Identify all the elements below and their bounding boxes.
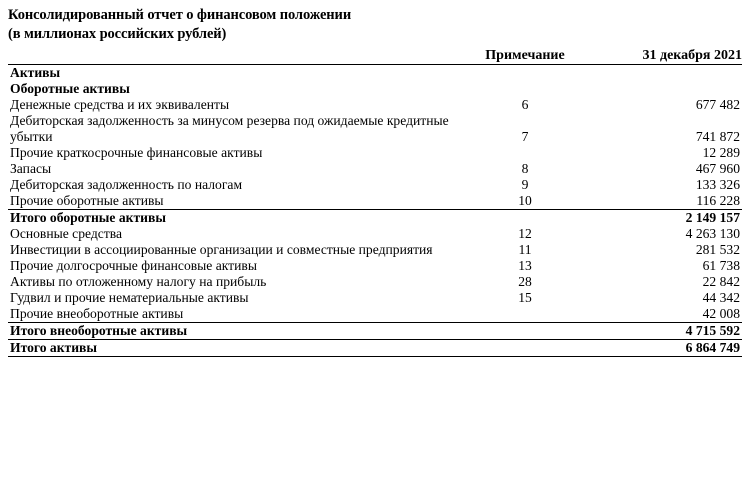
table-row <box>8 113 742 145</box>
table-row <box>8 193 742 210</box>
row-value: 741 872 <box>695 129 740 144</box>
row-label: Инвестиции в ассоциированные организации и совместные предприятия <box>10 242 433 257</box>
row-note: 10 <box>518 193 532 208</box>
row-note <box>466 210 584 227</box>
row-value <box>584 81 742 97</box>
row-note: 15 <box>518 290 532 305</box>
row-label: Итого внеоборотные активы <box>8 323 466 340</box>
table-row <box>8 161 742 177</box>
row-value: 61 738 <box>702 258 740 273</box>
row-note: 6 <box>521 97 529 112</box>
row-note: 13 <box>518 258 532 273</box>
row-value: 116 228 <box>696 193 740 208</box>
row-value: 6 864 749 <box>584 340 742 357</box>
row-note: 12 <box>518 226 532 241</box>
table-row <box>8 177 742 193</box>
table-row <box>8 306 742 323</box>
row-note: 28 <box>518 274 532 289</box>
table-row <box>8 290 742 306</box>
table-row <box>8 340 742 357</box>
table-row <box>8 242 742 258</box>
row-value: 12 289 <box>702 145 740 160</box>
row-value: 2 149 157 <box>584 210 742 227</box>
row-label: Запасы <box>10 161 52 176</box>
row-value: 4 263 130 <box>685 226 740 241</box>
row-label: Денежные средства и их эквиваленты <box>10 97 230 112</box>
row-value: 133 326 <box>695 177 740 192</box>
row-note <box>466 306 584 323</box>
row-note: 7 <box>521 129 529 144</box>
column-header-note: Примечание <box>466 48 584 65</box>
row-label: Основные средства <box>10 226 123 241</box>
financial-position-table <box>8 48 742 357</box>
row-value: 22 842 <box>702 274 740 289</box>
row-label: Прочие внеоборотные активы <box>10 306 184 321</box>
row-label: Активы <box>10 65 61 80</box>
row-label: Активы по отложенному налогу на прибыль <box>10 274 267 289</box>
row-note <box>466 340 584 357</box>
table-row <box>8 81 742 97</box>
column-header-value: 31 декабря 2021 <box>584 48 742 65</box>
page-title: Консолидированный отчет о финансовом положении <box>8 7 352 23</box>
table-row <box>8 97 742 113</box>
row-label: Дебиторская задолженность по налогам <box>10 177 243 192</box>
table-row <box>8 274 742 290</box>
row-note <box>466 145 584 161</box>
table-header-row <box>8 48 742 65</box>
row-label: Итого активы <box>8 340 466 357</box>
row-value: 281 532 <box>695 242 740 257</box>
row-note <box>466 65 584 82</box>
row-note <box>466 81 584 97</box>
table-row <box>8 323 742 340</box>
row-label: Гудвил и прочие нематериальные активы <box>10 290 249 305</box>
row-label: Дебиторская задолженность за минусом резерва под ожидаемые кредитные убытки <box>10 113 449 144</box>
row-note: 11 <box>518 242 532 257</box>
table-row <box>8 210 742 227</box>
row-value: 44 342 <box>702 290 740 305</box>
row-label: Прочие оборотные активы <box>10 193 164 208</box>
row-label: Прочие долгосрочные финансовые активы <box>10 258 257 273</box>
column-header-label <box>8 48 466 65</box>
table-row <box>8 258 742 274</box>
row-value: 4 715 592 <box>584 323 742 340</box>
table-row <box>8 226 742 242</box>
row-label: Оборотные активы <box>10 81 130 96</box>
row-value: 677 482 <box>695 97 740 112</box>
row-note <box>466 323 584 340</box>
table-body <box>8 65 742 357</box>
row-note: 9 <box>521 177 529 192</box>
row-note: 8 <box>521 161 529 176</box>
row-label: Итого оборотные активы <box>8 210 466 227</box>
row-label: Прочие краткосрочные финансовые активы <box>10 145 263 160</box>
table-row <box>8 65 742 82</box>
row-value: 42 008 <box>702 306 740 321</box>
table-row <box>8 145 742 161</box>
page-subtitle: (в миллионах российских рублей) <box>8 26 227 42</box>
row-value: 467 960 <box>695 161 740 176</box>
row-value <box>584 65 742 82</box>
